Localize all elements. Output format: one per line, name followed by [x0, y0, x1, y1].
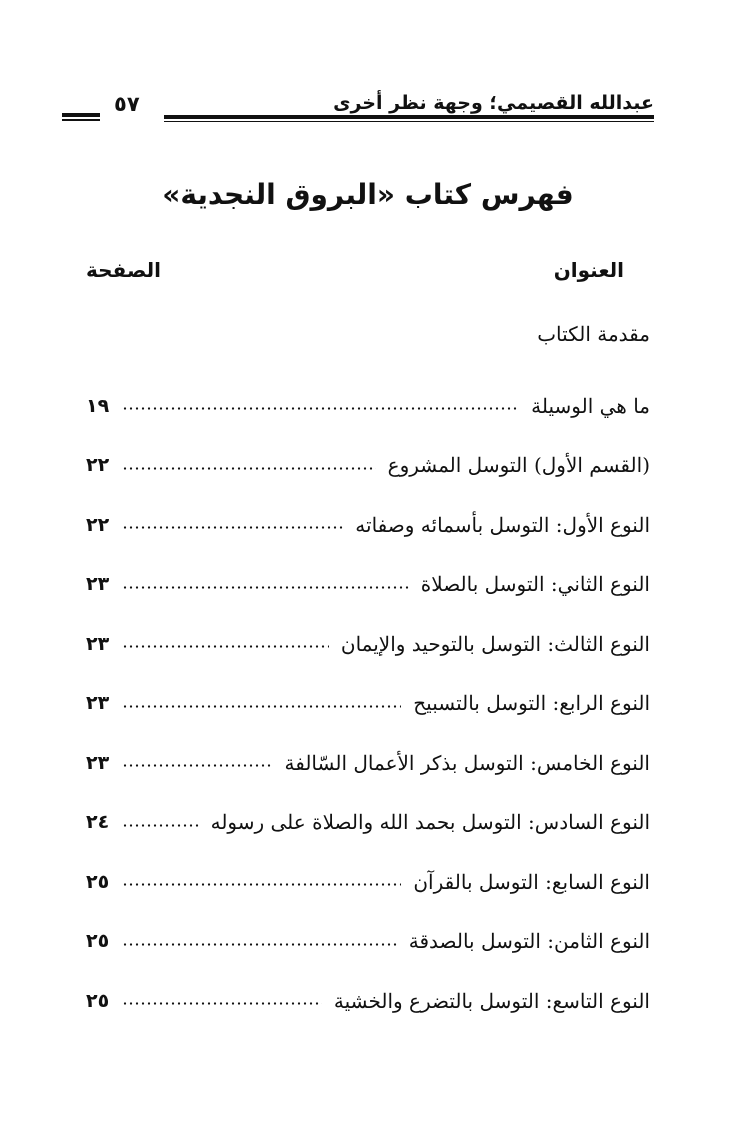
- dot-leader: [122, 407, 519, 410]
- dot-leader: [122, 883, 401, 886]
- toc-entry-title: النوع الرابع: التوسل بالتسبيح: [413, 691, 650, 716]
- toc-entry-page: ٢٣: [86, 751, 110, 774]
- toc-entry-title: النوع الثالث: التوسل بالتوحيد والإيمان: [340, 631, 650, 656]
- toc-entry-title: النوع السادس: التوسل بحمد الله والصلاة على رسوله: [210, 810, 650, 835]
- toc-entry-page: ٢٣: [86, 692, 110, 715]
- toc-list: [86, 376, 650, 1031]
- toc-entry-title: (القسم الأول) التوسل المشروع: [387, 453, 650, 478]
- toc-entry: [86, 971, 650, 1031]
- dot-leader: [122, 824, 199, 827]
- toc-entry-page: ٢٣: [86, 573, 110, 596]
- toc-entry: [86, 555, 650, 615]
- toc-entry-page: ٢٢: [86, 454, 110, 477]
- toc-entry-page: ٢٥: [86, 930, 110, 953]
- toc-entry-title: ما هي الوسيلة: [531, 393, 650, 418]
- dot-leader: [122, 705, 401, 708]
- toc-entry-title: النوع الخامس: التوسل بذكر الأعمال السّالفة: [284, 750, 650, 775]
- dot-leader: [122, 764, 273, 767]
- toc-entry-title: النوع الأول: التوسل بأسمائه وصفاته: [355, 512, 650, 537]
- index-title: فهرس كتاب «البروق النجدية»: [162, 178, 574, 211]
- toc-entry-page: ٢٥: [86, 989, 110, 1012]
- toc-entry: [86, 674, 650, 734]
- toc-entry: [86, 614, 650, 674]
- header-rule-thin: [164, 121, 654, 122]
- column-heading-page: الصفحة: [86, 258, 162, 282]
- dot-leader: [122, 1002, 322, 1005]
- dot-leader: [122, 645, 329, 648]
- dot-leader: [122, 586, 409, 589]
- header-rule-short-thin: [62, 119, 100, 121]
- toc-entry-page: ٢٥: [86, 870, 110, 893]
- toc-entry: [86, 436, 650, 496]
- toc-entry-title: النوع الثامن: التوسل بالصدقة: [408, 929, 650, 954]
- toc-entry-page: ٢٣: [86, 632, 110, 655]
- toc-entry-title: النوع التاسع: التوسل بالتضرع والخشية: [333, 988, 650, 1013]
- toc-entry: [86, 793, 650, 853]
- running-header-title: عبدالله القصيمي؛ وجهة نظر أخرى: [333, 92, 654, 114]
- toc-entry-title: النوع الثاني: التوسل بالصلاة: [420, 572, 650, 597]
- dot-leader: [122, 943, 397, 946]
- running-header: [62, 92, 654, 126]
- toc-entry: [86, 376, 650, 436]
- toc-entry-page: ١٩: [86, 394, 110, 417]
- column-heading-title: العنوان: [553, 258, 624, 282]
- toc-entry: [86, 495, 650, 555]
- toc-entry-title: النوع السابع: التوسل بالقرآن: [413, 869, 650, 894]
- header-rule-short: [62, 113, 100, 117]
- dot-leader: [122, 467, 376, 470]
- toc-entry: [86, 852, 650, 912]
- toc-entry: [86, 912, 650, 972]
- header-rule: [164, 115, 654, 119]
- intro-entry: مقدمة الكتاب: [537, 322, 650, 346]
- toc-entry-page: ٢٤: [86, 811, 110, 834]
- dot-leader: [122, 526, 343, 529]
- toc-entry-page: ٢٢: [86, 513, 110, 536]
- toc-entry: [86, 733, 650, 793]
- page-number: ٥٧: [114, 92, 140, 116]
